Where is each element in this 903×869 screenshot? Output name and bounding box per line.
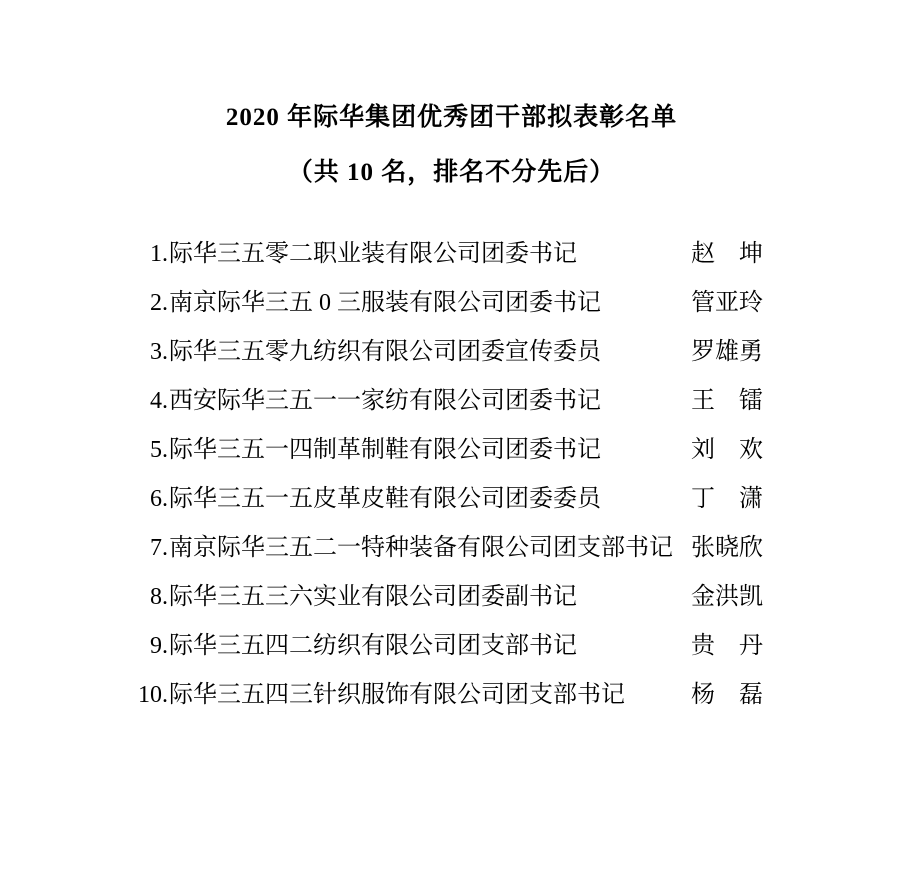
list-item-person: 刘 欢 — [691, 437, 763, 463]
list-item — [132, 242, 763, 291]
list-item-person: 杨 磊 — [691, 682, 763, 708]
list-item-organization: 际华三五零二职业装有限公司团委书记 — [169, 241, 577, 267]
list-item-organization: 际华三五四三针织服饰有限公司团支部书记 — [169, 682, 625, 708]
list-item-person: 罗雄勇 — [691, 339, 763, 365]
list-item-person: 张晓欣 — [691, 535, 763, 561]
list-item-index: 9. — [150, 633, 168, 659]
list-item-index: 1. — [150, 241, 168, 267]
page-subtitle: （共 10 名，排名不分先后） — [287, 159, 616, 186]
list-item-index: 6. — [150, 486, 168, 512]
list-item-person: 赵 坤 — [691, 241, 763, 267]
list-item-organization: 南京际华三五二一特种装备有限公司团支部书记 — [169, 535, 673, 561]
list-item-index: 5. — [150, 437, 168, 463]
list-item — [132, 291, 763, 340]
list-item-organization: 际华三五一四制革制鞋有限公司团委书记 — [169, 437, 601, 463]
list-item-index: 10. — [138, 682, 168, 708]
list-item-person: 管亚玲 — [691, 290, 763, 316]
list-item-index: 4. — [150, 388, 168, 414]
list-item-organization: 际华三五一五皮革皮鞋有限公司团委委员 — [169, 486, 601, 512]
list-item-organization: 际华三五四二纺织有限公司团支部书记 — [169, 633, 577, 659]
honoree-list — [0, 242, 903, 732]
page-title: 2020 年际华集团优秀团干部拟表彰名单 — [225, 104, 678, 131]
list-item-index: 7. — [150, 535, 168, 561]
document-page — [0, 100, 903, 869]
list-item-index: 8. — [150, 584, 168, 610]
list-item-person: 贵 丹 — [691, 633, 763, 659]
list-item — [132, 536, 763, 585]
list-item-organization: 际华三五三六实业有限公司团委副书记 — [169, 584, 577, 610]
list-item-index: 2. — [150, 290, 168, 316]
list-item — [132, 438, 763, 487]
list-item — [132, 340, 763, 389]
list-item-person: 王 镭 — [691, 388, 763, 414]
list-item-index: 3. — [150, 339, 168, 365]
list-item-person: 丁 潇 — [691, 486, 763, 512]
list-item-organization: 西安际华三五一一家纺有限公司团委书记 — [169, 388, 601, 414]
list-item — [132, 389, 763, 438]
list-item — [132, 585, 763, 634]
list-item — [132, 683, 763, 732]
list-item-organization: 际华三五零九纺织有限公司团委宣传委员 — [169, 339, 601, 365]
list-item — [132, 634, 763, 683]
list-item-person: 金洪凯 — [691, 584, 763, 610]
list-item — [132, 487, 763, 536]
list-item-organization: 南京际华三五 0 三服装有限公司团委书记 — [169, 290, 601, 316]
